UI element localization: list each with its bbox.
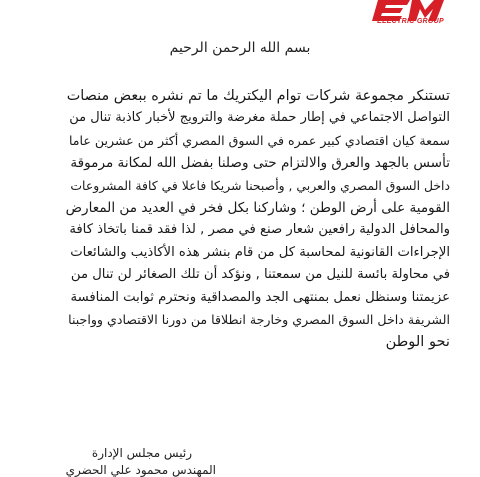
body-line: تأسس بالجهد والعرق والالتزام حتى وصلنا بفضل الله لمكانة مرموقة [70, 155, 450, 172]
logo-tagline: ELECTRIC GROUP [377, 18, 444, 25]
body-line: تستنكر مجموعة شركات توام اليكتريك ما تم نشره ببعض منصات [66, 88, 450, 104]
body-line: داخل السوق المصري والعربي , وأصبحنا شريكا فاعلا في كافة المشروعات [70, 177, 450, 193]
signature-title: رئيس مجلس الإدارة [91, 446, 192, 460]
body-line: التواصل الاجتماعي في إطار حملة مغرضة والترويج لأخبار كاذبة تنال من [69, 110, 450, 126]
body-line: في محاولة بائسة للنيل من سمعتنا , ونؤكد أن تلك الصغائر لن تنال من [70, 267, 450, 283]
body-line: والمحافل الدولية رافعين شعار صنع في مصر , لذا فقد قمنا باتخاذ كافة [69, 222, 450, 238]
body-line: نحو الوطن [385, 333, 450, 351]
body-line: القومية على أرض الوطن ؛ وشاركنا بكل فخر في العديد من المعارض [65, 200, 450, 217]
statement-body [66, 85, 450, 354]
body-line: سمعة كيان اقتصادي كبير عمره في السوق المصري أكثر من عشرين عاما [68, 132, 450, 148]
body-line: عزيمتنا وسنظل نعمل بمنتهى الجد والمصداقية ونحترم ثوابت المنافسة [70, 289, 450, 305]
body-line: الشريفة داخل السوق المصري وخارجة انطلاقا من دورنا الاقتصادي وواجبنا [68, 312, 450, 328]
body-line: الإجراءات القانونية لمحاسبة كل من قام بنشر هذه الأكاذيب والشائعات [70, 244, 450, 260]
signature-name: المهندس محمود علي الحضري [65, 463, 216, 477]
basmala-heading: بسم الله الرحمن الرحيم [169, 40, 311, 56]
